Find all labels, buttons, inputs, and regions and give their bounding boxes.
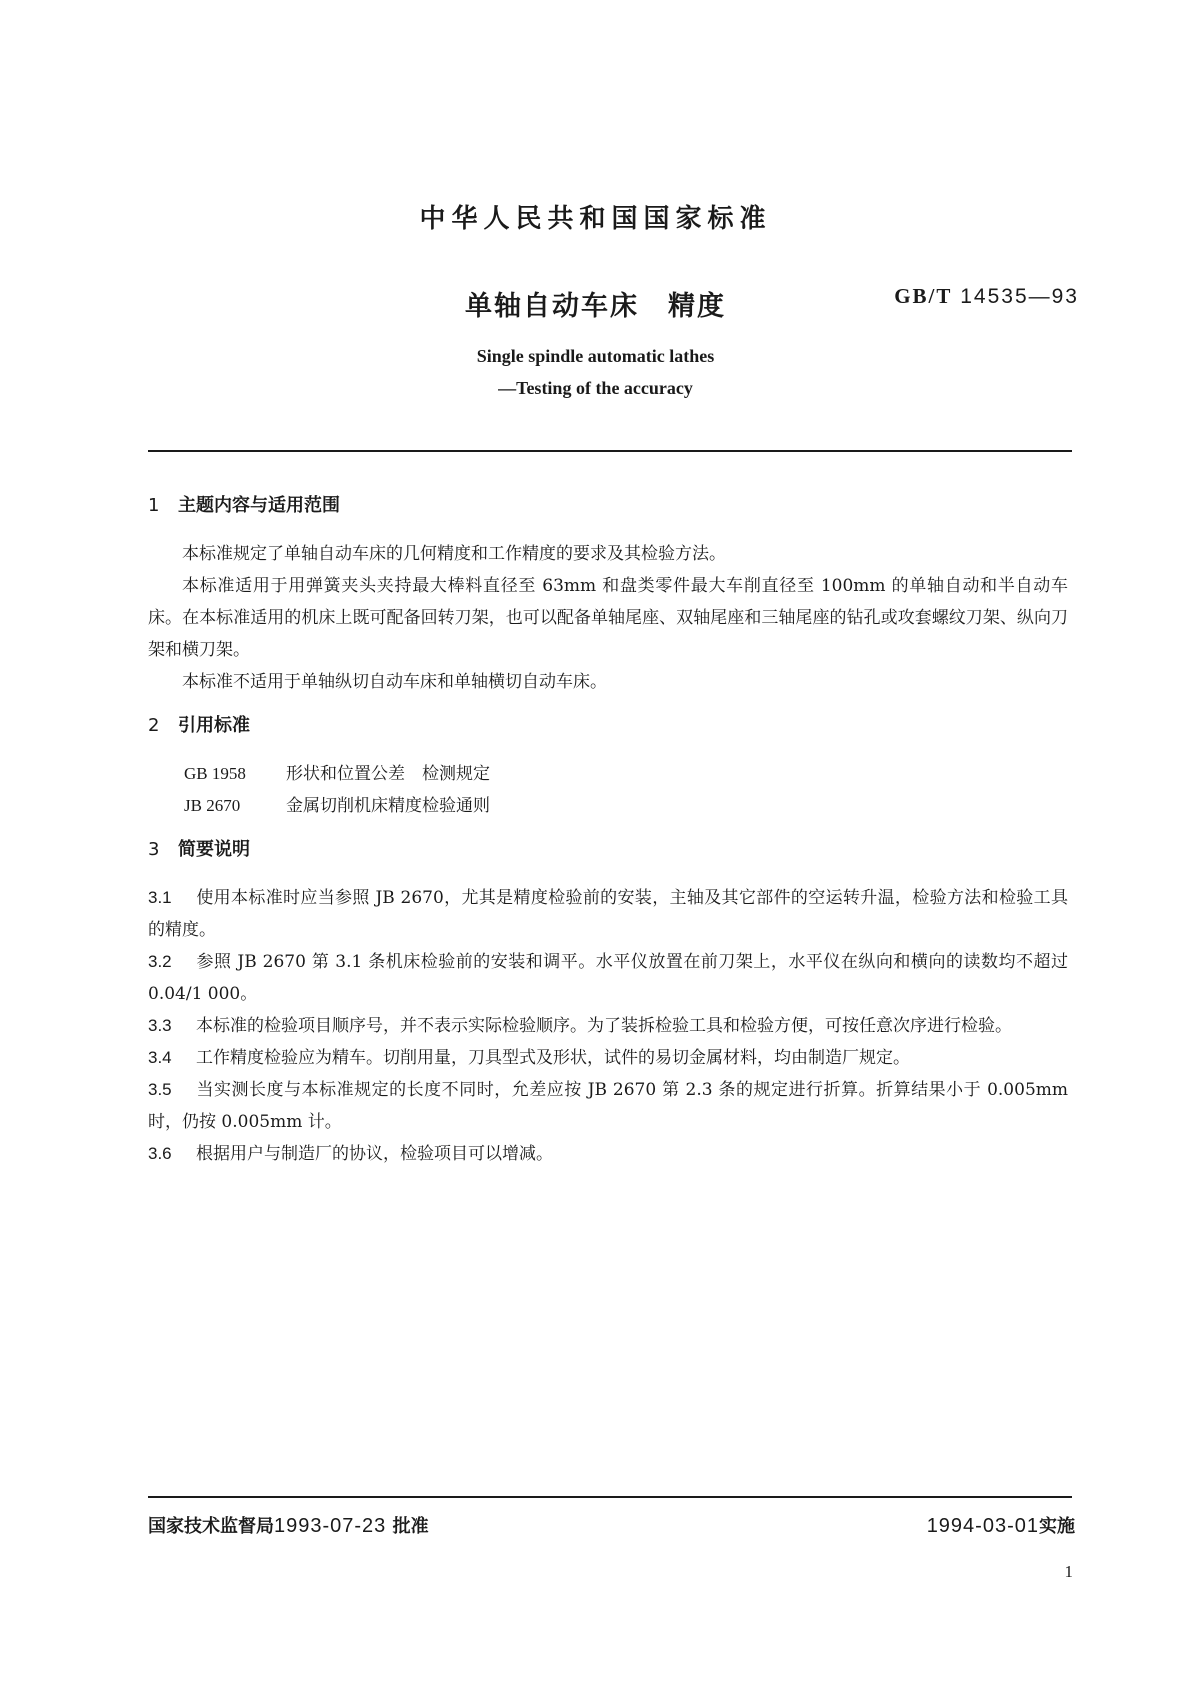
- reference-code: GB 1958: [184, 764, 246, 783]
- clause-text: 参照 JB 2670 第 3.1 条机床检验前的安装和调平。水平仪放置在前刀架上，水平仪在纵向和横向的读数均不超过 0.04/1 000。: [148, 952, 1068, 1004]
- reference-title: 形状和位置公差 检测规定: [286, 764, 490, 784]
- document-title-zh: 单轴自动车床 精度: [465, 291, 726, 322]
- section-number: 3: [148, 839, 160, 860]
- section-1-heading: [148, 490, 1068, 522]
- paragraph: 本标准规定了单轴自动车床的几何精度和工作精度的要求及其检验方法。: [182, 544, 726, 564]
- clause-item: [148, 946, 1068, 1010]
- clause-number: 3.3: [148, 1016, 172, 1035]
- approver: 国家技术监督局: [148, 1516, 274, 1537]
- clause-number: 3.6: [148, 1144, 172, 1163]
- clause-item: [148, 1010, 1068, 1042]
- clause-text: 工作精度检验应为精车。切削用量，刀具型式及形状，试件的易切金属材料，均由制造厂规定。: [196, 1048, 910, 1068]
- clause-number: 3.2: [148, 952, 172, 971]
- section-3-heading: [148, 834, 1068, 866]
- clause-text: 根据用户与制造厂的协议，检验项目可以增减。: [196, 1144, 553, 1164]
- clause-text: 使用本标准时应当参照 JB 2670，尤其是精度检验前的安装，主轴及其它部件的空运转升温，检验方法和检验工具的精度。: [148, 888, 1068, 940]
- section-number: 1: [148, 495, 160, 516]
- reference-code: JB 2670: [184, 796, 241, 815]
- approval-date: 1993-07-23: [274, 1515, 387, 1537]
- implementation-date: 1994-03-01: [926, 1515, 1039, 1537]
- header-divider: [148, 450, 1072, 452]
- section-2-heading: [148, 710, 1068, 742]
- clause-text: 本标准的检验项目顺序号，并不表示实际检验顺序。为了装拆检验工具和检验方便，可按任意次序进行检验。: [196, 1016, 1012, 1036]
- document-title-en-line2: —Testing of the accuracy: [498, 378, 693, 398]
- standard-code: [894, 284, 1079, 309]
- clause-item: [148, 1074, 1068, 1138]
- clause-number: 3.5: [148, 1080, 172, 1099]
- clause-item: [148, 1138, 1068, 1170]
- standard-code-prefix: GB/T: [894, 284, 953, 308]
- national-standard-heading: 中华人民共和国国家标准: [419, 204, 772, 234]
- reference-item: [148, 758, 1068, 790]
- reference-title: 金属切削机床精度检验通则: [286, 796, 490, 816]
- clause-item: [148, 1042, 1068, 1074]
- paragraph: 本标准适用于用弹簧夹头夹持最大棒料直径至 63mm 和盘类零件最大车削直径至 100mm 的单轴自动和半自动车床。在本标准适用的机床上既可配备回转刀架，也可以配备单轴尾座、双轴尾座和三轴尾座的钻孔或攻套螺纹刀架、纵向刀架和横刀架。: [148, 576, 1068, 660]
- implementation-info: [927, 1512, 1075, 1538]
- clause-text: 当实测长度与本标准规定的长度不同时，允差应按 JB 2670 第 2.3 条的规定进行折算。折算结果小于 0.005mm 时，仍按 0.005mm 计。: [148, 1080, 1068, 1132]
- document-body: [148, 490, 1068, 1170]
- document-title-en-line1: Single spindle automatic lathes: [476, 346, 715, 366]
- section-title: 简要说明: [178, 839, 250, 860]
- page-number: 1: [1064, 1562, 1073, 1581]
- paragraph: 本标准不适用于单轴纵切自动车床和单轴横切自动车床。: [182, 672, 607, 692]
- footer-divider: [148, 1496, 1072, 1498]
- clause-number: 3.1: [148, 888, 172, 907]
- implementation-label: 实施: [1039, 1516, 1075, 1537]
- reference-item: [148, 790, 1068, 822]
- section-number: 2: [148, 715, 160, 736]
- approval-info: [148, 1512, 429, 1538]
- clause-number: 3.4: [148, 1048, 172, 1067]
- section-title: 引用标准: [178, 715, 250, 736]
- clause-item: [148, 882, 1068, 946]
- section-title: 主题内容与适用范围: [178, 495, 340, 516]
- approval-label: 批准: [392, 1516, 429, 1537]
- standard-code-number: 14535—93: [960, 285, 1079, 308]
